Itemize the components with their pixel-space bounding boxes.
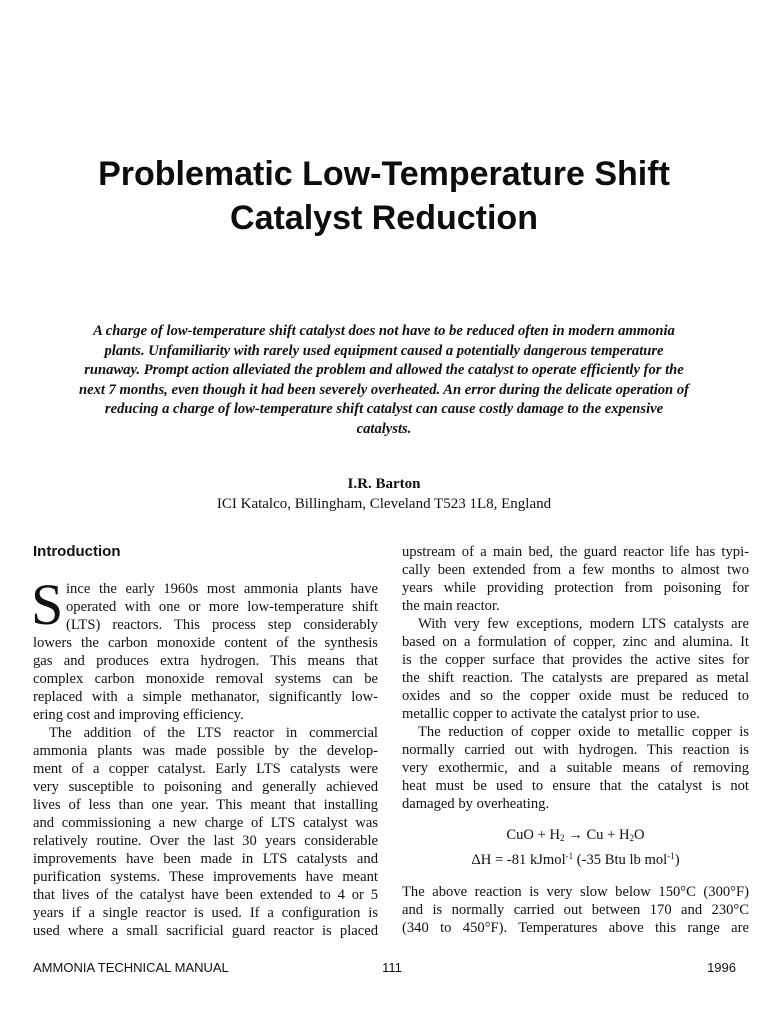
text-line: very exothermic, and a suitable means of removing — [402, 760, 749, 776]
text-line: very susceptible to poisoning and generally achieved — [33, 779, 378, 795]
right-column-body — [402, 543, 749, 813]
text-line: ince the early 1960s most ammonia plants have — [66, 581, 378, 597]
text-line: and commissioning a new charge of LTS catalyst was — [33, 815, 378, 831]
text-line: the main reactor. — [402, 598, 500, 614]
text-line: lives of less than one year. This meant that installing — [33, 797, 378, 813]
paper-title — [40, 152, 728, 240]
text-line: (340 to 450°F). Temperatures above this range are — [402, 920, 749, 936]
equation-subscript: 2 — [629, 833, 635, 843]
text-line: ammonia plants was made possible by the develop- — [33, 743, 378, 759]
text-line: oxides and so the copper oxide must be reduced to — [402, 688, 749, 704]
text-line: upstream of a main bed, the guard reactor life has typi- — [402, 544, 749, 560]
text-line: relatively routine. Over the last 30 years considerable — [33, 833, 378, 849]
text-line: complex carbon monoxide removal systems can be — [33, 671, 378, 687]
text-line: that lives of the catalyst have been extended to 4 or 5 — [33, 887, 378, 903]
text-line: heat must be used to ensure that the catalyst is not — [402, 778, 749, 794]
equation-part: → Cu + H — [564, 827, 630, 843]
text-line: purification systems. These improvements have meant — [33, 869, 378, 885]
equation-part: ) — [674, 852, 680, 868]
text-line: used where a small sacrificial guard reactor is placed — [33, 923, 378, 939]
text-line: ment of a copper catalyst. Early LTS catalysts were — [33, 761, 378, 777]
right-column-continued — [402, 883, 749, 937]
text-line: The above reaction is very slow below 150°C (300°F) — [402, 884, 749, 900]
title-line: Problematic Low-Temperature Shift — [98, 155, 670, 193]
text-line: gas and produces extra hydrogen. This means that — [33, 653, 378, 669]
author-block — [0, 475, 768, 513]
drop-cap: S — [31, 572, 64, 637]
text-line: The addition of the LTS reactor in commercial — [49, 725, 378, 741]
section-heading: Introduction — [33, 543, 121, 560]
text-line: normally carried out with hydrogen. This reaction is — [402, 742, 749, 758]
equation-part: (-35 Btu lb mol — [573, 852, 668, 868]
text-line: years if a single reactor is used. If a configuration is — [33, 905, 378, 921]
abstract-line: runaway. Prompt action alleviated the problem and allowed the catalyst to operate efficiently for the — [84, 362, 684, 378]
abstract-line: catalysts. — [356, 420, 412, 437]
equation-part: ΔH = -81 kJmol — [471, 852, 566, 868]
text-line: improvements have been made in LTS catalysts and — [33, 851, 378, 867]
text-line: and is normally carried out between 170 and 230°C — [402, 902, 749, 918]
intro-opening — [66, 580, 378, 634]
text-line: With very few exceptions, modern LTS catalysts are — [418, 616, 749, 632]
footer-journal: AMMONIA TECHNICAL MANUAL — [33, 960, 229, 975]
text-line: is the copper surface that provides the active sites for — [402, 652, 749, 668]
enthalpy-equation — [402, 847, 749, 869]
text-line: metallic copper to activate the catalyst prior to use. — [402, 706, 700, 722]
title-line: Catalyst Reduction — [230, 199, 538, 237]
abstract-line: next 7 months, even though it had been severely overheated. An error during the delicate operation of — [79, 381, 689, 398]
text-line: cally been extended from a few months to almost two — [402, 562, 749, 578]
text-line: ering cost and improving efficiency. — [33, 707, 244, 723]
equation-part: CuO + H — [506, 827, 561, 843]
text-line: years while providing protection from poisoning for — [402, 580, 749, 596]
page-number: 111 — [382, 960, 402, 975]
abstract — [28, 322, 740, 439]
text-line: based on a formulation of copper, zinc and alumina. It — [402, 634, 749, 650]
equation-superscript: -1 — [667, 851, 675, 861]
footer-year: 1996 — [707, 960, 736, 975]
abstract-line: reducing a charge of low-temperature shift catalyst can cause costly damage to the expensive — [104, 401, 664, 417]
abstract-line: plants. Unfamiliarity with rarely used equipment caused a potentially dangerous temperature — [104, 342, 664, 359]
equation-superscript: -1 — [565, 851, 574, 861]
reaction-equation — [402, 826, 749, 847]
equation-part: O — [634, 827, 645, 843]
text-line: operated with one or more low-temperature shift — [66, 599, 378, 615]
text-line: (LTS) reactors. This process step considerably — [66, 617, 378, 633]
text-line: replaced with a simple methanator, significantly low- — [33, 689, 378, 705]
left-column-body — [33, 634, 378, 940]
text-line: the shift reaction. The catalysts are prepared as metal — [402, 670, 749, 686]
author-affiliation: ICI Katalco, Billingham, Cleveland T523 1L8, England — [216, 496, 552, 512]
text-line: The reduction of copper oxide to metallic copper is — [418, 724, 749, 740]
text-line: damaged by overheating. — [402, 796, 550, 812]
author-name: I.R. Barton — [347, 476, 421, 492]
text-line: lowers the carbon monoxide content of the synthesis — [33, 635, 378, 651]
abstract-line: A charge of low-temperature shift catalyst does not have to be reduced often in modern ammonia — [93, 323, 675, 339]
equation-subscript: 2 — [560, 833, 565, 843]
